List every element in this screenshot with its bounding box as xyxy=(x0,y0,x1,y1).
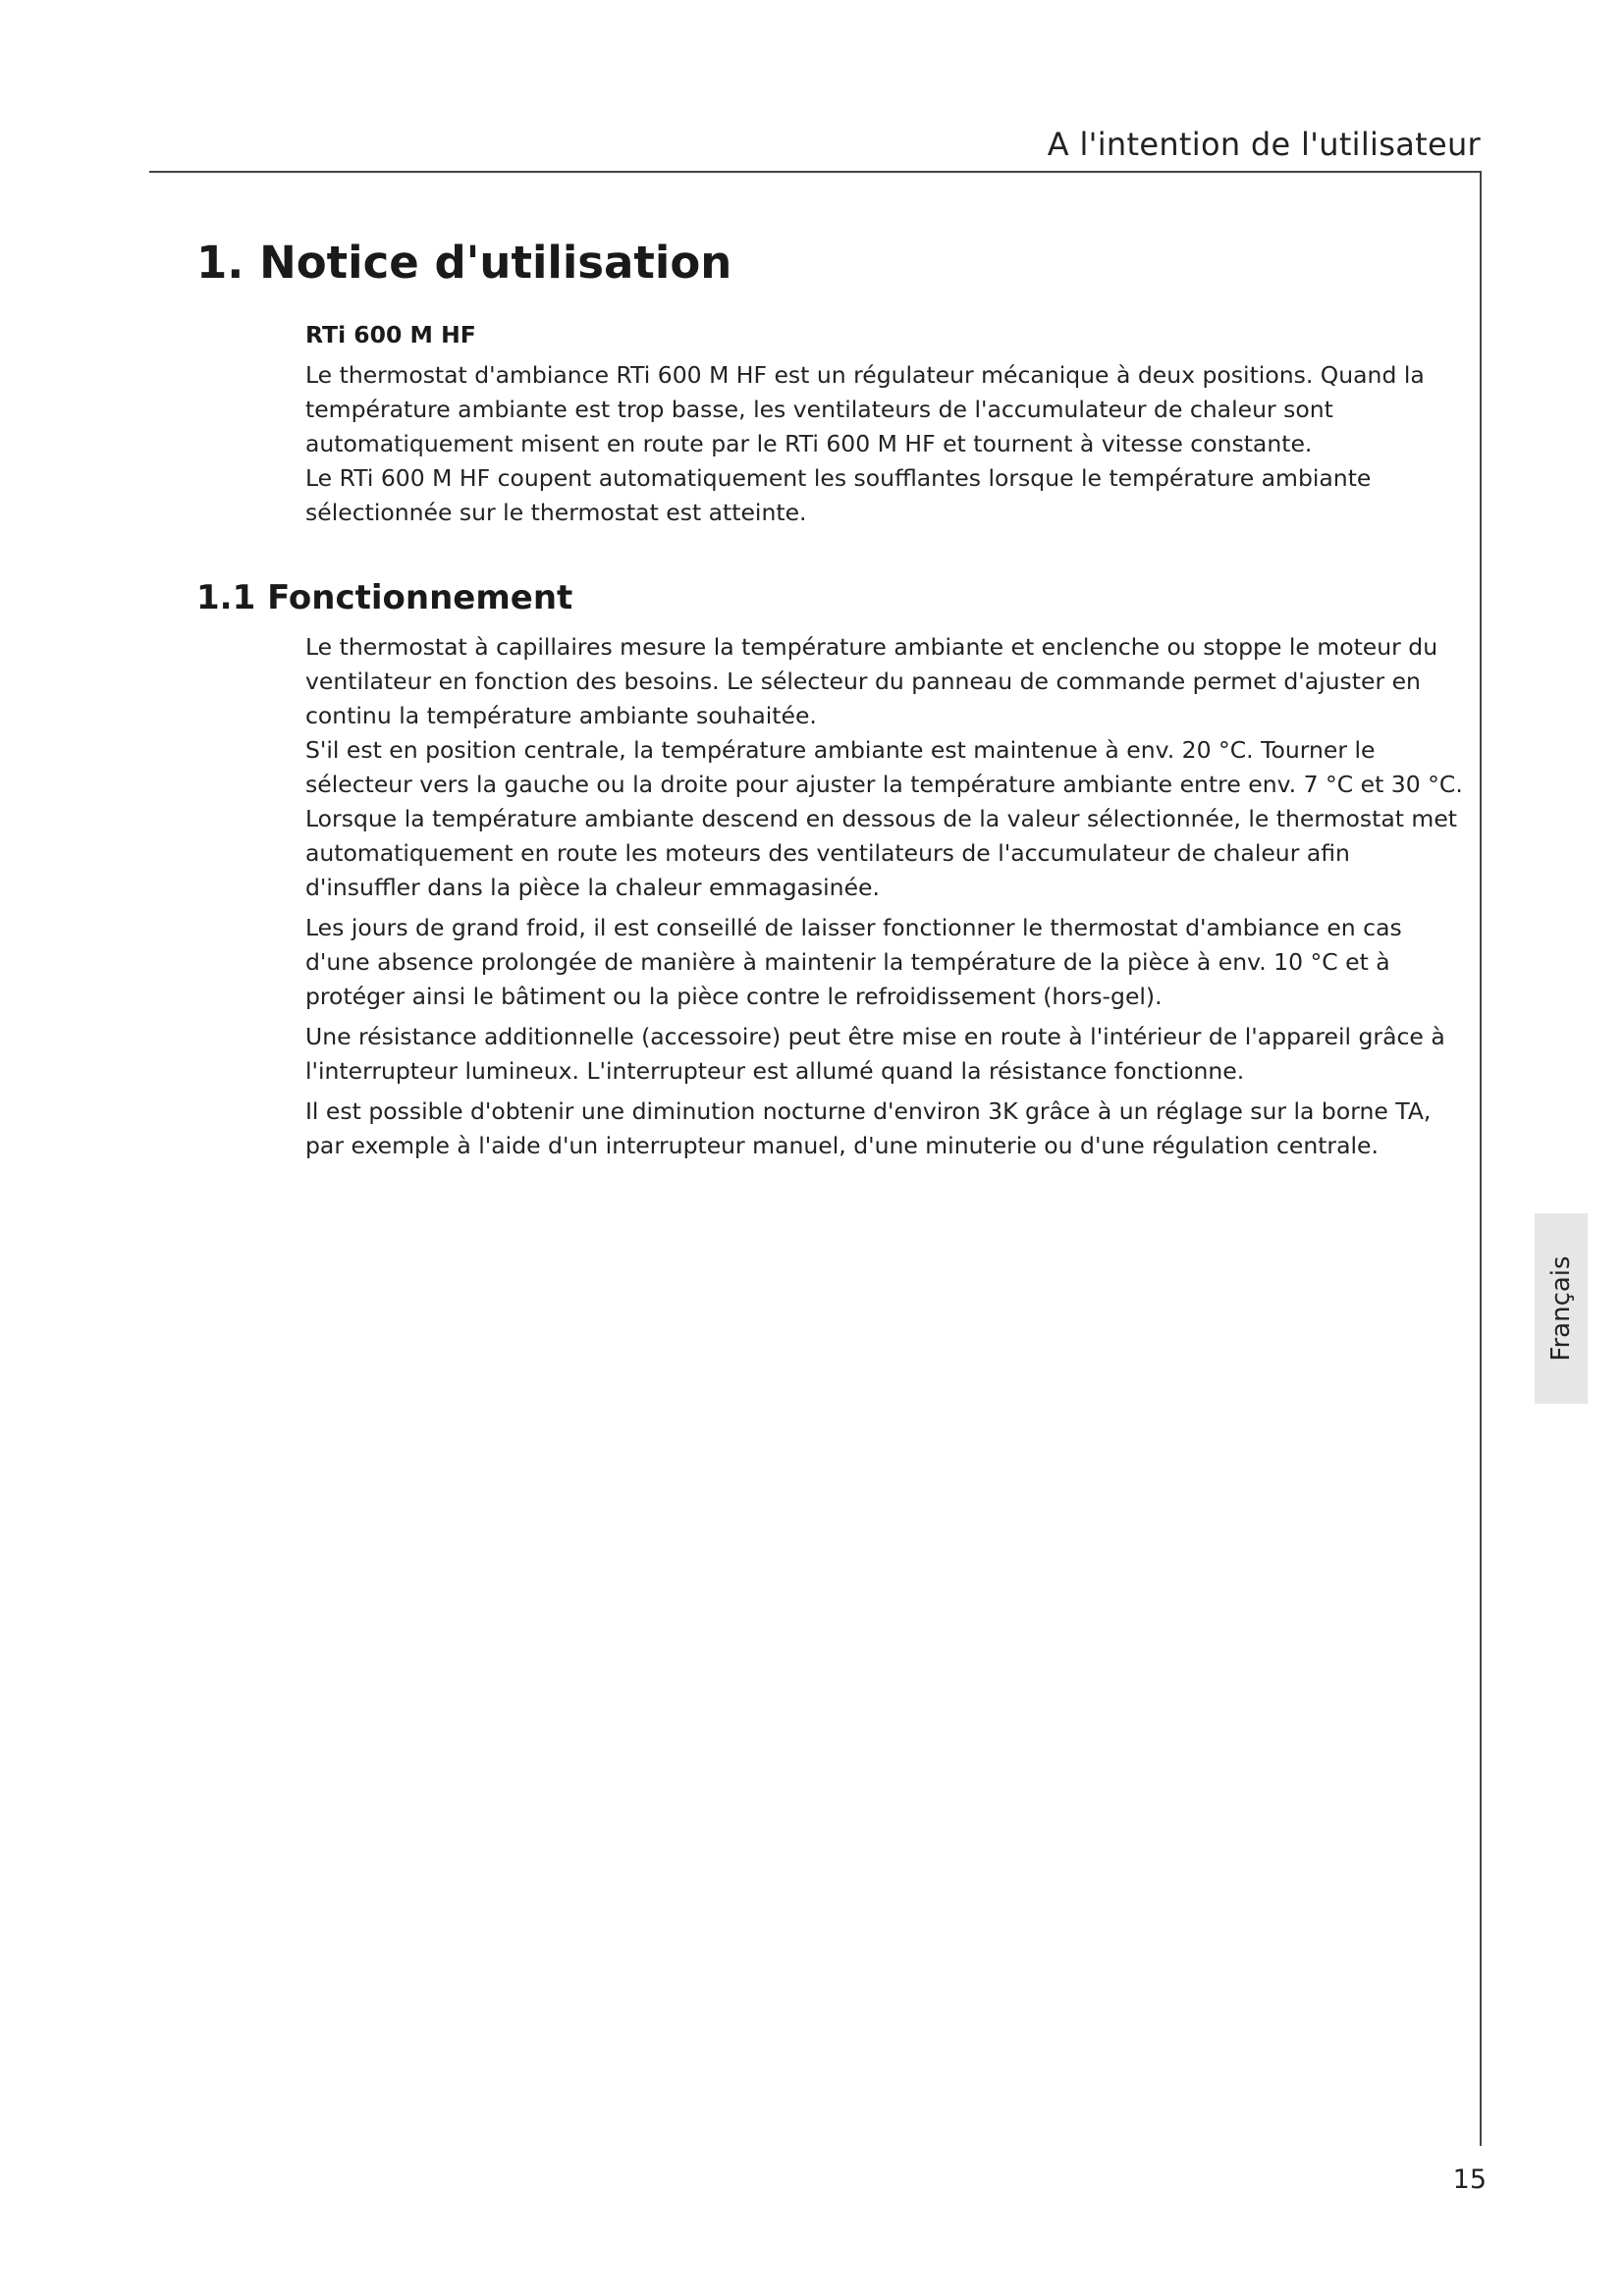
text-line: par exemple à l'aide d'un interrupteur manuel, d'une minuterie ou d'une régulation centrale. xyxy=(305,1132,1379,1159)
section-title: 1.1 Fonctionnement xyxy=(196,578,573,617)
running-header: A l'intention de l'utilisateur xyxy=(1047,126,1481,163)
paragraph xyxy=(305,630,1463,905)
intro-paragraph xyxy=(305,358,1444,530)
chapter-title: 1. Notice d'utilisation xyxy=(196,237,732,289)
text-line: continu la température ambiante souhaitée. xyxy=(305,702,817,729)
text-line: sélectionnée sur le thermostat est atteinte. xyxy=(305,499,807,526)
text-line: automatiquement misent en route par le RTi 600 M HF et tournent à vitesse constante. xyxy=(305,430,1313,457)
paragraph xyxy=(305,1020,1444,1089)
page-number: 15 xyxy=(1452,2164,1487,2195)
margin-rule xyxy=(1480,171,1482,2146)
text-line: d'une absence prolongée de manière à maintenir la température de la pièce à env. 10 °C et à xyxy=(305,948,1390,976)
text-line: Le thermostat à capillaires mesure la température ambiante et enclenche ou stoppe le moteur du xyxy=(305,633,1438,661)
text-line: température ambiante est trop basse, les ventilateurs de l'accumulateur de chaleur sont xyxy=(305,396,1333,423)
text-line: sélecteur vers la gauche ou la droite pour ajuster la température ambiante entre env. 7 °C et 30 °C. xyxy=(305,771,1463,798)
text-line: d'insuffler dans la pièce la chaleur emmagasinée. xyxy=(305,874,880,901)
text-line: Les jours de grand froid, il est conseillé de laisser fonctionner le thermostat d'ambiance en cas xyxy=(305,914,1402,941)
section-body xyxy=(305,630,1463,1163)
text-line: Le RTi 600 M HF coupent automatiquement les soufflantes lorsque le température ambiante xyxy=(305,464,1372,492)
text-line: automatiquement en route les moteurs des ventilateurs de l'accumulateur de chaleur afin xyxy=(305,839,1350,867)
text-line: protéger ainsi le bâtiment ou la pièce contre le refroidissement (hors-gel). xyxy=(305,983,1163,1010)
language-label: Français xyxy=(1546,1255,1576,1362)
text-line: Une résistance additionnelle (accessoire) peut être mise en route à l'intérieur de l'appareil grâce à xyxy=(305,1023,1445,1050)
text-line: ventilateur en fonction des besoins. Le sélecteur du panneau de commande permet d'ajuster en xyxy=(305,667,1421,695)
text-line: Le thermostat d'ambiance RTi 600 M HF est un régulateur mécanique à deux positions. Quand la xyxy=(305,361,1425,389)
text-line: Lorsque la température ambiante descend en dessous de la valeur sélectionnée, le thermostat met xyxy=(305,805,1457,832)
text-line: l'interrupteur lumineux. L'interrupteur est allumé quand la résistance fonctionne. xyxy=(305,1057,1245,1085)
text-line: Il est possible d'obtenir une diminution nocturne d'environ 3K grâce à un réglage sur la borne TA, xyxy=(305,1097,1432,1125)
text-line: S'il est en position centrale, la température ambiante est maintenue à env. 20 °C. Tourner le xyxy=(305,736,1376,764)
model-heading: RTi 600 M HF xyxy=(305,321,476,348)
header-rule xyxy=(149,171,1481,173)
paragraph xyxy=(305,1095,1444,1163)
paragraph xyxy=(305,911,1444,1014)
language-tab xyxy=(1535,1213,1588,1404)
